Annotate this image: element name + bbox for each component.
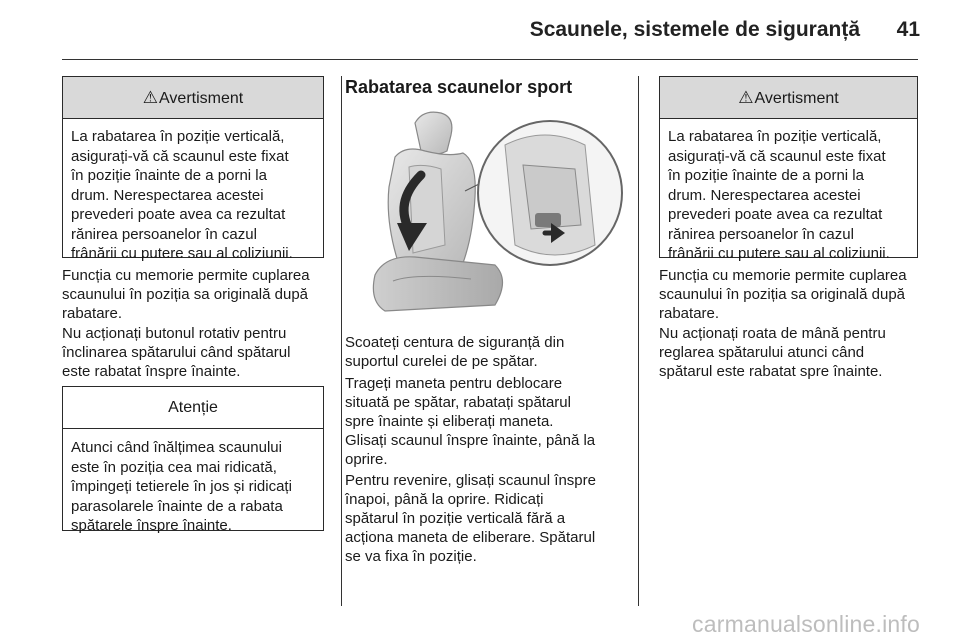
text-line: oprire. (345, 451, 388, 468)
warning-box-right (659, 76, 918, 262)
caution-box-text (63, 429, 323, 536)
paragraph-memory-function-left (62, 266, 310, 323)
text-line: înclinarea spătarului când spătarul (62, 344, 291, 361)
caution-box (62, 386, 324, 534)
text-line: înapoi, până la oprire. Ridicați (345, 491, 544, 508)
text-line: prevederi poate avea ca rezultat (71, 206, 286, 223)
seat-folding-illustration (345, 105, 624, 318)
text-line: asigurați-vă că scaunul este fixat (71, 147, 289, 165)
text-line: Nu acționați butonul rotativ pentru (62, 325, 287, 342)
sport-seat-drawing (345, 105, 624, 318)
running-header-title: Scaunele, sistemele de siguranță (529, 18, 860, 41)
text-line: scaunului în poziția sa originală după (62, 286, 308, 303)
text-line: drum. Nerespectarea acestei (71, 186, 264, 204)
text-line: rănirea persoanelor în cazul (71, 225, 257, 243)
text-line: Funcția cu memorie permite cuplarea (659, 267, 907, 284)
text-line: se va fixa în poziție. (345, 548, 477, 565)
text-line: reglarea spătarului atunci când (659, 344, 865, 361)
text-line: este în poziția cea mai ridicată, (71, 458, 277, 476)
text-line: acționa maneta de eliberare. Spătarul (345, 529, 596, 546)
text-line: asigurați-vă că scaunul este fixat (668, 147, 886, 165)
text-line: Nu acționați roata de mână pentru (659, 325, 886, 342)
warning-box-header (63, 77, 323, 119)
warning-box-title: Avertisment (754, 90, 839, 107)
paragraph-memory-function-right (659, 266, 907, 323)
warning-box-text (63, 119, 323, 264)
text-line: în poziție înainte de a porni la (71, 167, 267, 184)
text-line: frânării cu putere sau al coliziunii. (71, 245, 293, 262)
paragraph-pull-lever (345, 374, 595, 469)
text-line: frânării cu putere sau al coliziunii. (668, 245, 890, 262)
text-line: Funcția cu memorie permite cuplarea (62, 267, 310, 284)
text-line: La rabatarea în poziție verticală, (71, 128, 285, 145)
watermark: carmanualsonline.info (692, 611, 920, 637)
warning-icon: ⚠ (738, 88, 754, 107)
text-line: Glisați scaunul înspre înainte, până la (345, 432, 596, 449)
text-line: Trageți maneta pentru deblocare (345, 375, 563, 392)
warning-box-text (660, 119, 917, 264)
text-line: rabatare. (659, 305, 720, 322)
column-divider-1 (341, 76, 342, 606)
text-line: Scoateți centura de siguranță din (345, 334, 565, 351)
paragraph-remove-belt (345, 333, 564, 371)
text-line: împingeți tetierele în jos și ridicați (71, 478, 292, 495)
text-line: drum. Nerespectarea acestei (668, 186, 861, 204)
text-line: situată pe spătar, rabatați spătarul (345, 394, 571, 411)
warning-box-left (62, 76, 324, 262)
column-divider-2 (638, 76, 639, 606)
text-line: spătarul în poziție verticală fără a (345, 510, 566, 527)
text-line: La rabatarea în poziție verticală, (668, 128, 882, 145)
text-line: suportul curelei de pe spătar. (345, 353, 538, 370)
header-divider (62, 59, 918, 60)
section-heading: Rabatarea scaunelor sport (345, 77, 573, 97)
text-line: Atunci când înălțimea scaunului (71, 439, 282, 456)
paragraph-handwheel (659, 324, 886, 381)
text-line: rabatare. (62, 305, 123, 322)
paragraph-rotary-knob (62, 324, 290, 381)
warning-box-title: Avertisment (159, 90, 244, 107)
text-line: Pentru revenire, glisați scaunul înspre (345, 472, 596, 489)
page-number: 41 (896, 18, 920, 41)
text-line: este rabatat înspre înainte. (62, 363, 241, 380)
text-line: spre înainte și eliberați maneta. (345, 413, 554, 430)
text-line: spătarele înspre înainte. (71, 517, 232, 534)
warning-box-header (660, 77, 917, 119)
text-line: scaunului în poziția sa originală după (659, 286, 905, 303)
caution-box-header: Atenție (63, 387, 323, 429)
text-line: în poziție înainte de a porni la (668, 167, 864, 184)
warning-icon: ⚠ (142, 88, 159, 107)
text-line: prevederi poate avea ca rezultat (668, 206, 883, 223)
text-line: spătarul este rabatat spre înainte. (659, 363, 883, 380)
text-line: parasolarele înainte de a rabata (71, 497, 283, 515)
text-line: rănirea persoanelor în cazul (668, 225, 854, 243)
paragraph-return-seat (345, 471, 596, 566)
